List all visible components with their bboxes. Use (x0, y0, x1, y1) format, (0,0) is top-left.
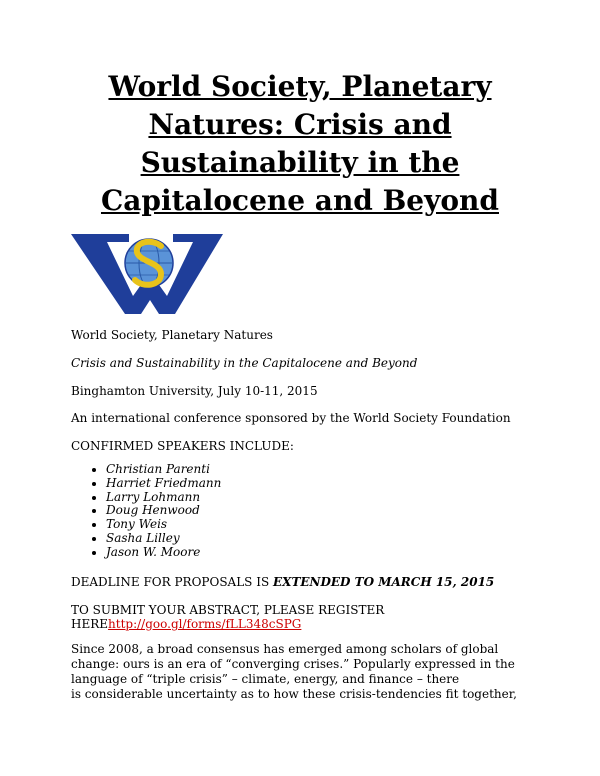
list-item: • Sasha Lilley (106, 532, 221, 546)
organization-line: World Society, Planetary Natures (71, 328, 273, 342)
submit-line-2 (71, 617, 301, 632)
speakers-heading: CONFIRMED SPEAKERS INCLUDE: (71, 439, 294, 453)
paragraph-line: language of “triple crisis” – climate, energy, and finance – there (71, 672, 460, 686)
paragraph-line: change: ours is an era of “converging crises.” Popularly expressed in the (71, 657, 515, 671)
document-title (60, 68, 540, 220)
list-item: • Tony Weis (106, 518, 221, 532)
list-item: • Harriet Friedmann (106, 477, 221, 491)
deadline-date: EXTENDED TO MARCH 15, 2015 (273, 575, 495, 589)
venue-date: Binghamton University, July 10-11, 2015 (71, 384, 318, 398)
title-line: World Society, Planetary (108, 70, 492, 103)
list-item: • Christian Parenti (106, 463, 221, 477)
conference-subtitle: Crisis and Sustainability in the Capitalocene and Beyond (71, 356, 418, 370)
deadline-prefix: DEADLINE FOR PROPOSALS IS (71, 575, 273, 589)
speakers-list (71, 463, 221, 560)
list-item: • Larry Lohmann (106, 491, 221, 505)
list-item: • Doug Henwood (106, 504, 221, 518)
title-line: Sustainability in the (140, 146, 460, 179)
sponsor-line: An international conference sponsored by the World Society Foundation (71, 411, 511, 425)
submit-line: TO SUBMIT YOUR ABSTRACT, PLEASE REGISTER (71, 603, 385, 617)
body-paragraph (71, 642, 531, 702)
paragraph-line: is considerable uncertainty as to how these crisis-tendencies fit together, (71, 687, 517, 701)
title-line: Natures: Crisis and (148, 108, 452, 141)
submit-here: HERE (71, 617, 109, 631)
list-item: • Jason W. Moore (106, 546, 221, 560)
registration-link[interactable]: http://goo.gl/forms/fLL348cSPG (108, 617, 302, 631)
world-society-foundation-logo-icon (71, 234, 223, 314)
title-line: Capitalocene and Beyond (100, 184, 499, 217)
deadline-line (71, 575, 494, 590)
paragraph-line: Since 2008, a broad consensus has emerged among scholars of global (71, 642, 499, 656)
